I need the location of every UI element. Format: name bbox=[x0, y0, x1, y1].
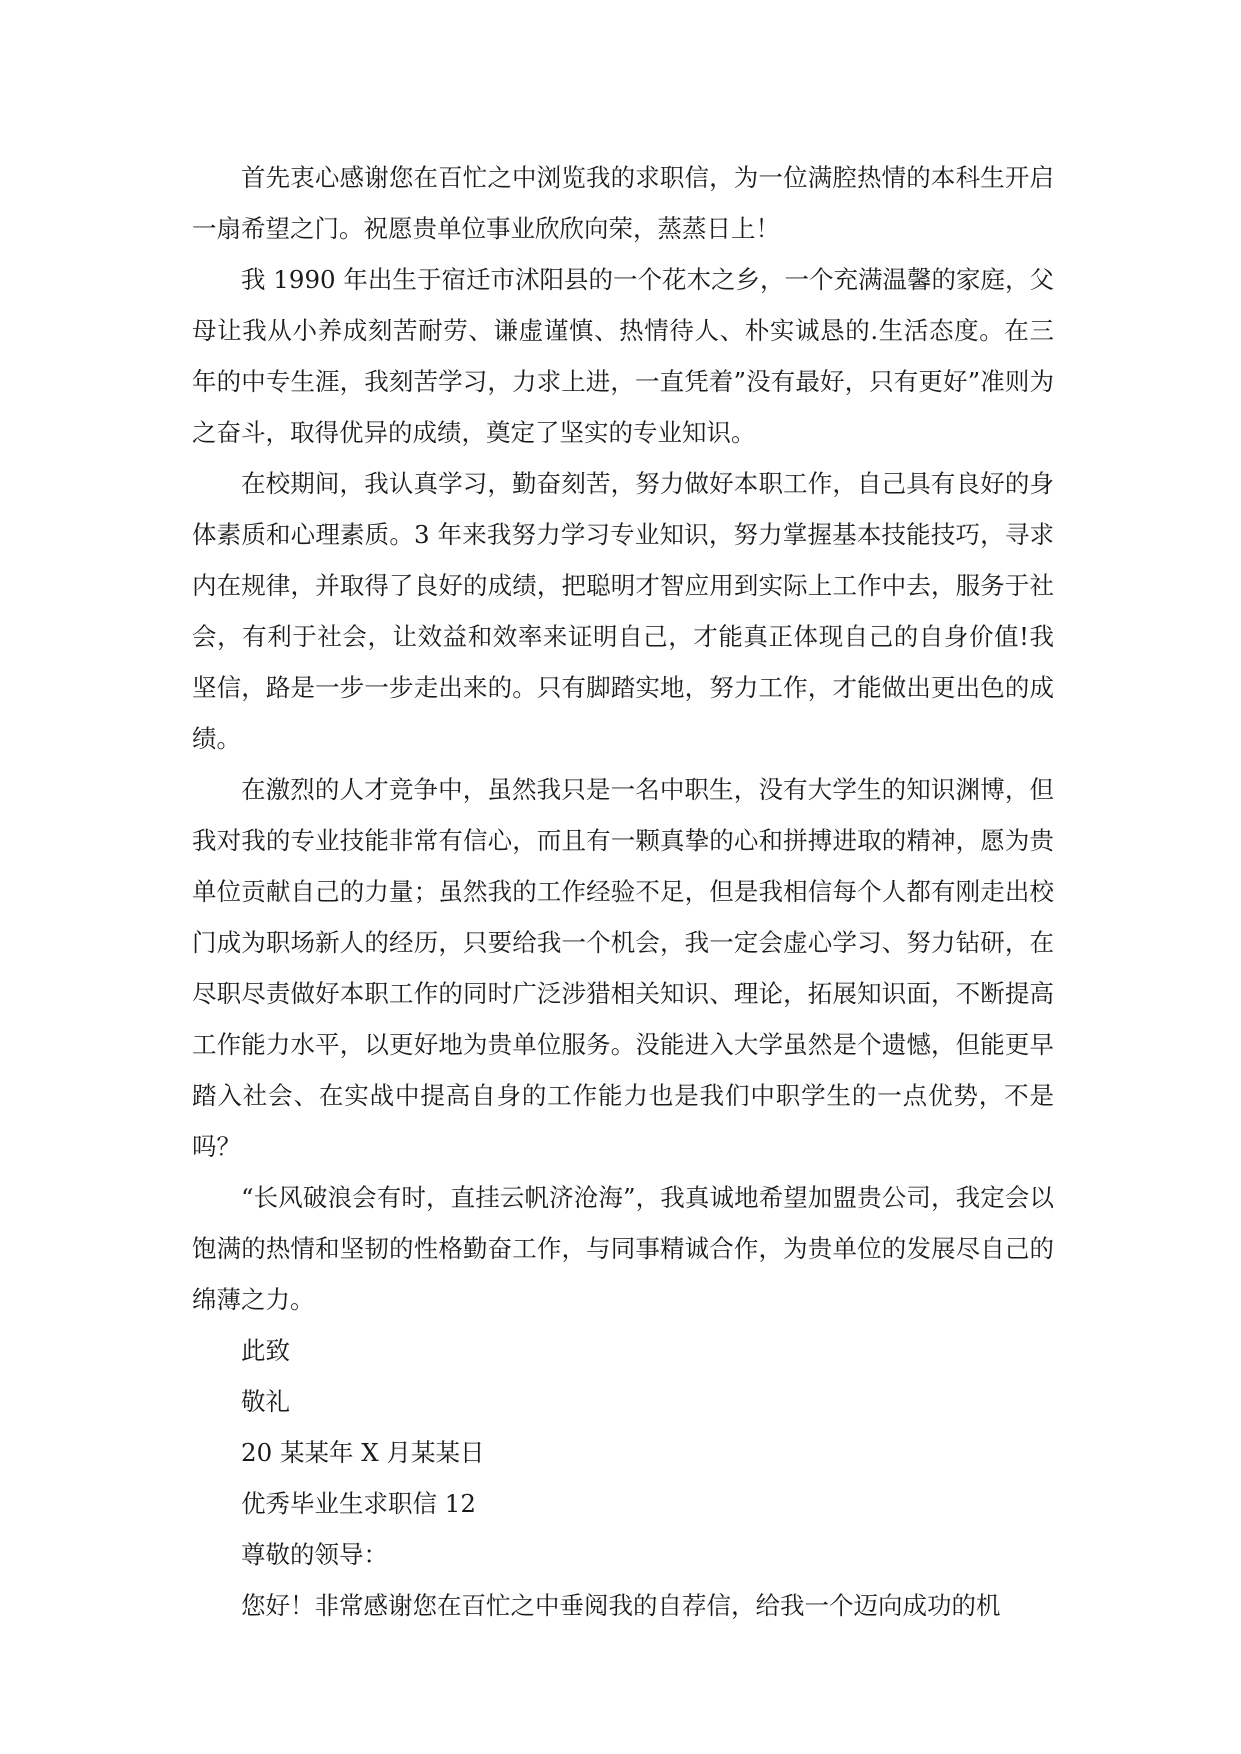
closing-line-2: 敬礼 bbox=[241, 1387, 290, 1416]
paragraph-gratitude: 首先衷心感谢您在百忙之中浏览我的求职信，为一位满腔热情的本科生开启一扇希望之门。祝愿贵单位事业欣欣向荣，蒸蒸日上！ bbox=[192, 163, 1054, 243]
next-letter-salutation: 尊敬的领导： bbox=[241, 1540, 388, 1569]
closing-line-1: 此致 bbox=[241, 1336, 290, 1365]
letter-body bbox=[192, 152, 1054, 1631]
paragraph-competition: 在激烈的人才竞争中，虽然我只是一名中职生，没有大学生的知识渊博，但我对我的专业技能非常有信心，而且有一颗真挚的心和拼搏进取的精神，愿为贵单位贡献自己的力量；虽然我的工作经验不足，但是我相信每个人都有刚走出校门成为职场新人的经历，只要给我一个机会，我一定会虚心学习、努力钻研，在尽职尽责做好本职工作的同时广泛涉猎相关知识、理论，拓展知识面，不断提高工作能力水平，以更好地为贵单位服务。没能进入大学虽然是个遗憾，但能更早踏入社会、在实战中提高自身的工作能力也是我们中职学生的一点优势，不是吗？ bbox=[192, 775, 1054, 1161]
letter-date: 20 某某年 X 月某某日 bbox=[241, 1438, 485, 1467]
next-letter-title: 优秀毕业生求职信 12 bbox=[241, 1489, 476, 1518]
paragraph-aspiration: “长风破浪会有时，直挂云帆济沧海”，我真诚地希望加盟贵公司，我定会以饱满的热情和坚韧的性格勤奋工作，与同事精诚合作，为贵单位的发展尽自己的绵薄之力。 bbox=[192, 1183, 1054, 1314]
paragraph-school-period: 在校期间，我认真学习，勤奋刻苦，努力做好本职工作，自己具有良好的身体素质和心理素质。3 年来我努力学习专业知识，努力掌握基本技能技巧，寻求内在规律，并取得了良好的成绩，把聪明才智应用到实际上工作中去，服务于社会，有利于社会，让效益和效率来证明自己，才能真正体现自己的自身价值!我坚信，路是一步一步走出来的。只有脚踏实地，努力工作，才能做出更出色的成绩。 bbox=[192, 469, 1054, 753]
paragraph-background: 我 1990 年出生于宿迁市沭阳县的一个花木之乡，一个充满温馨的家庭，父母让我从小养成刻苦耐劳、谦虚谨慎、热情待人、朴实诚恳的.生活态度。在三年的中专生涯，我刻苦学习，力求上进，一直凭着”没有最好，只有更好”准则为之奋斗，取得优异的成绩，奠定了坚实的专业知识。 bbox=[192, 265, 1054, 447]
next-letter-opening: 您好！非常感谢您在百忙之中垂阅我的自荐信，给我一个迈向成功的机 bbox=[241, 1591, 1001, 1620]
